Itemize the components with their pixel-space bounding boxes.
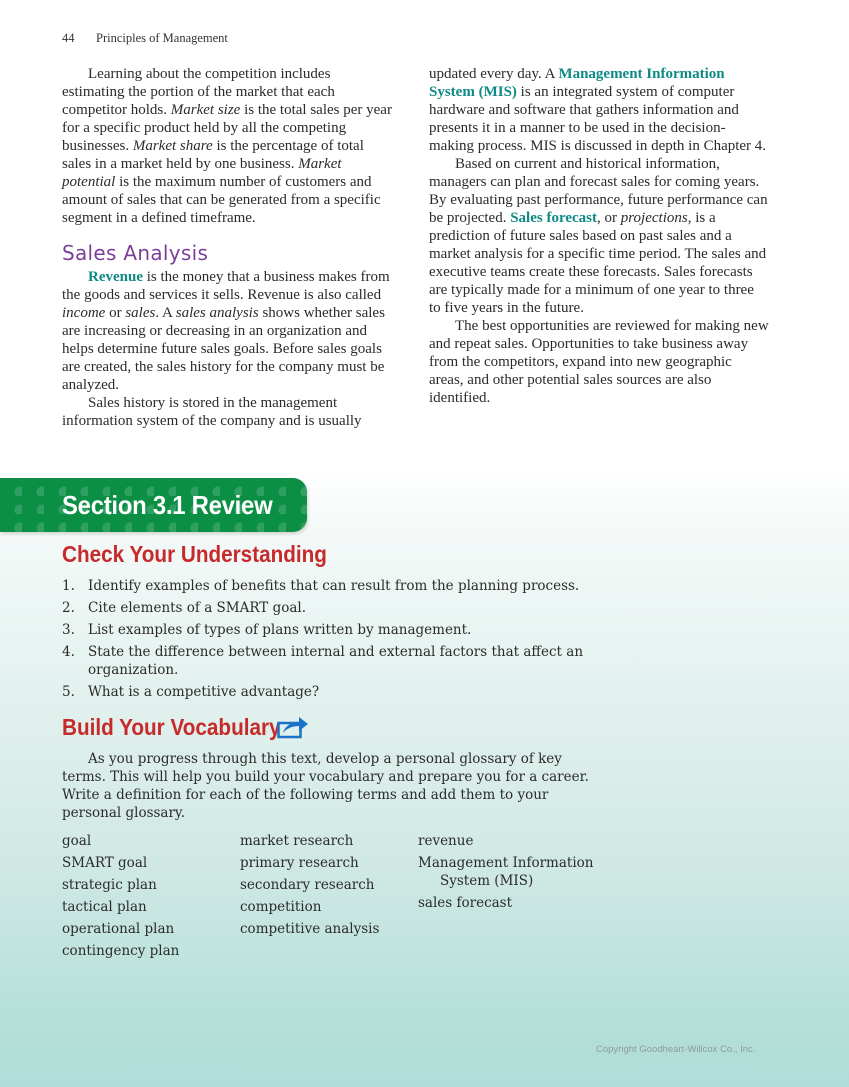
right-column xyxy=(429,65,769,407)
question-text: Identify examples of benefits that can result from the planning process. xyxy=(88,578,580,594)
share-link-icon[interactable] xyxy=(277,714,331,740)
question-text: What is a competitive advantage? xyxy=(88,684,320,700)
question-item xyxy=(62,599,602,617)
page-number: 44 xyxy=(62,31,75,45)
question-number: 3. xyxy=(62,622,75,638)
italic-term: Market share xyxy=(132,138,213,154)
vocab-term: competitive analysis xyxy=(240,921,380,937)
italic-term: projections xyxy=(620,210,688,226)
build-vocabulary-heading: Build Your Vocabulary xyxy=(62,714,281,740)
question-text: List examples of types of plans written by management. xyxy=(88,622,472,638)
text: is the money that a business makes from the goods and services it sells. Revenue is also called xyxy=(62,269,390,303)
review-questions xyxy=(62,577,602,705)
section-heading-sales-analysis: Sales Analysis xyxy=(62,241,209,265)
paragraph-revenue xyxy=(62,268,394,394)
italic-term: sales analysis xyxy=(175,305,259,321)
question-number: 4. xyxy=(62,644,75,660)
text: is an integrated system of computer hardware and software that gathers information and presents it in a manner to be used in the decision-making process. MIS is discussed in depth in Chapter 4. xyxy=(429,84,767,154)
italic-term: Market size xyxy=(170,102,241,118)
check-understanding-heading: Check Your Understanding xyxy=(62,541,327,567)
vocab-column-3 xyxy=(418,832,598,916)
question-item xyxy=(62,643,602,679)
question-item xyxy=(62,683,602,701)
running-head xyxy=(62,31,228,46)
section-review-banner xyxy=(0,478,307,532)
book-title: Principles of Management xyxy=(96,31,228,45)
text: is the percentage of total sales in a market held by one business. xyxy=(62,138,364,172)
vocab-term: goal xyxy=(62,833,92,849)
text: , or xyxy=(597,210,621,226)
vocab-term: market research xyxy=(240,833,354,849)
text: Learning about the competition includes estimating the portion of the market that each competitor holds. xyxy=(62,66,335,118)
question-item xyxy=(62,577,602,595)
vocab-term: tactical plan xyxy=(62,899,147,915)
text: . A xyxy=(155,305,176,321)
vocab-term: SMART goal xyxy=(62,855,148,871)
vocab-column-2 xyxy=(240,832,390,942)
vocab-term: strategic plan xyxy=(62,877,157,893)
key-term: Revenue xyxy=(88,269,143,285)
key-term: Management Information System (MIS) xyxy=(429,66,725,100)
vocab-term: contingency plan xyxy=(62,943,180,959)
question-text: State the difference between internal and external factors that affect an organization. xyxy=(88,644,584,678)
vocab-term: competition xyxy=(240,899,322,915)
italic-term: income xyxy=(62,305,106,321)
copyright-notice: Copyright Goodheart-Willcox Co., Inc. xyxy=(596,1044,756,1055)
vocabulary-intro xyxy=(62,750,602,822)
text: , is a prediction of future sales based on past sales and a market analysis for a specific time period. The sales and executive teams create these forecasts. Sales forecasts are typically made for a minimum of one year to three to five years in the future. xyxy=(429,210,767,316)
question-number: 5. xyxy=(62,684,75,700)
vocab-term: operational plan xyxy=(62,921,175,937)
paragraph-mis xyxy=(429,65,769,155)
section-review-title: Section 3.1 Review xyxy=(62,490,273,520)
italic-term: Market potential xyxy=(62,156,342,190)
paragraph-opportunities: The best opportunities are reviewed for making new and repeat sales. Opportunities to take business away from the competitors, expand into new geographic areas, and other potential sales sources are also identified. xyxy=(429,318,769,406)
paragraph-sales-history: Sales history is stored in the management information system of the company and is usually xyxy=(62,395,362,429)
vocab-term: primary research xyxy=(240,855,359,871)
key-term: Sales forecast xyxy=(510,210,598,226)
text: or xyxy=(105,305,126,321)
text: shows whether sales are increasing or decreasing in an organization and helps determine future sales goals. Before sales goals are created, the sales history for the company must be analyzed. xyxy=(62,305,385,393)
text: is the total sales per year for a specific product held by all the competing businesses. xyxy=(62,102,392,154)
text: updated every day. A xyxy=(429,66,559,82)
vocabulary-intro-text: As you progress through this text, develop a personal glossary of key terms. This will help you build your vocabulary and prepare you for a career. Write a definition for each of the following terms and add them to your personal glossary. xyxy=(62,751,589,821)
vocab-column-1 xyxy=(62,832,232,964)
vocab-term: secondary research xyxy=(240,877,375,893)
vocab-term: revenue xyxy=(418,833,474,849)
vocab-term: Management Information System (MIS) xyxy=(418,855,594,889)
italic-term: sales xyxy=(125,305,156,321)
question-number: 2. xyxy=(62,600,75,616)
question-text: Cite elements of a SMART goal. xyxy=(88,600,307,616)
left-column xyxy=(62,65,394,430)
paragraph-forecast xyxy=(429,155,769,317)
question-item xyxy=(62,621,602,639)
text: is the maximum number of customers and amount of sales that can be generated from a specific segment in a defined timeframe. xyxy=(62,174,381,226)
paragraph-competition xyxy=(62,65,394,227)
question-number: 1. xyxy=(62,578,75,594)
text: Based on current and historical information, managers can plan and forecast sales for coming years. By evaluating past performance, future performance can be projected. xyxy=(429,156,768,226)
vocab-term: sales forecast xyxy=(418,895,513,911)
